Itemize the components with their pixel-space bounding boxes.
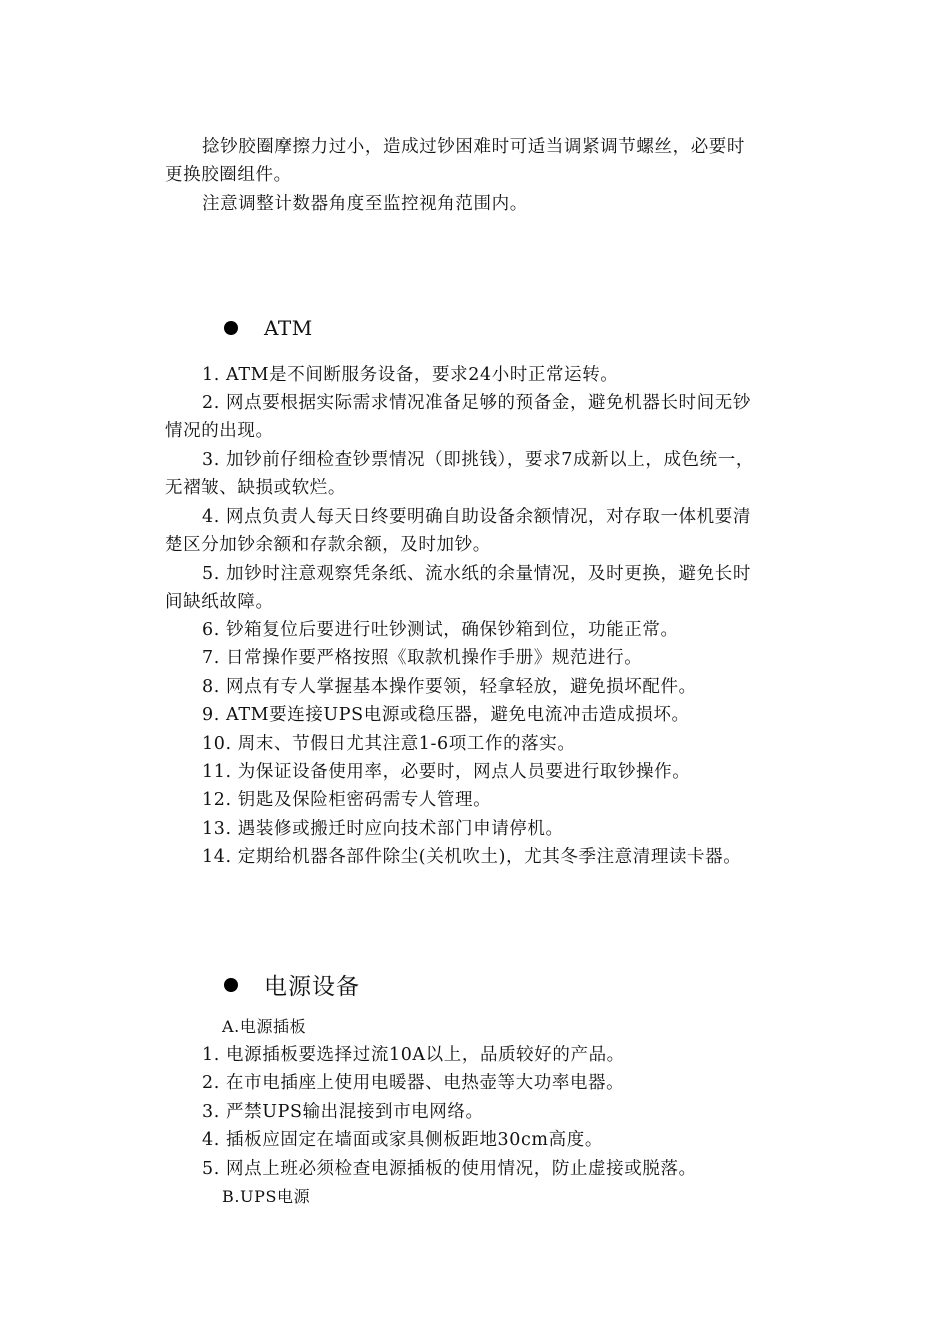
- power-heading-text: 电源设备: [264, 974, 360, 1000]
- power-item-5: 5. 网点上班必须检查电源插板的使用情况，防止虚接或脱落。: [202, 1159, 697, 1179]
- atm-item-5-line-2: 间缺纸故障。: [165, 592, 274, 612]
- atm-item-6: 6. 钞箱复位后要进行吐钞测试，确保钞箱到位，功能正常。: [202, 620, 679, 640]
- power-item-2: 2. 在市电插座上使用电暖器、电热壶等大功率电器。: [202, 1073, 625, 1093]
- atm-item-3-line-1: 3. 加钞前仔细检查钞票情况（即挑钱），要求7成新以上，成色统一，: [202, 450, 754, 470]
- atm-item-4-line-1: 4. 网点负责人每天日终要明确自助设备余额情况，对存取一体机要清: [202, 507, 751, 527]
- power-section-heading: [224, 968, 360, 1001]
- bullet-icon: [224, 321, 238, 335]
- atm-item-12: 12. 钥匙及保险柜密码需专人管理。: [202, 790, 492, 810]
- power-subheading-b: B.UPS电源: [222, 1187, 311, 1206]
- atm-heading-text: ATM: [264, 316, 313, 340]
- atm-item-2-line-2: 情况的出现。: [165, 421, 274, 441]
- atm-section-heading: [224, 316, 313, 340]
- power-item-4: 4. 插板应固定在墙面或家具侧板距地30cm高度。: [202, 1130, 603, 1150]
- atm-item-8: 8. 网点有专人掌握基本操作要领，轻拿轻放，避免损坏配件。: [202, 677, 697, 697]
- atm-item-9: 9. ATM要连接UPS电源或稳压器，避免电流冲击造成损坏。: [202, 705, 690, 725]
- power-subheading-a: A.电源插板: [222, 1017, 307, 1036]
- atm-item-14: 14. 定期给机器各部件除尘(关机吹土)，尤其冬季注意清理读卡器。: [202, 847, 742, 867]
- intro-paragraph-2: 注意调整计数器角度至监控视角范围内。: [202, 194, 528, 214]
- power-item-1: 1. 电源插板要选择过流10A以上，品质较好的产品。: [202, 1045, 625, 1065]
- atm-item-2-line-1: 2. 网点要根据实际需求情况准备足够的预备金，避免机器长时间无钞: [202, 393, 751, 413]
- atm-item-3-line-2: 无褶皱、缺损或软烂。: [165, 478, 346, 498]
- intro-paragraph-1-line-1: 捻钞胶圈摩擦力过小，造成过钞困难时可适当调紧调节螺丝，必要时: [202, 137, 745, 157]
- atm-item-11: 11. 为保证设备使用率，必要时，网点人员要进行取钞操作。: [202, 762, 691, 782]
- bullet-icon: [224, 978, 238, 992]
- atm-item-13: 13. 遇装修或搬迁时应向技术部门申请停机。: [202, 819, 564, 839]
- atm-item-5-line-1: 5. 加钞时注意观察凭条纸、流水纸的余量情况，及时更换，避免长时: [202, 564, 751, 584]
- intro-paragraph-1-line-2: 更换胶圈组件。: [165, 165, 292, 185]
- atm-item-4-line-2: 楚区分加钞余额和存款余额，及时加钞。: [165, 535, 491, 555]
- power-item-3: 3. 严禁UPS输出混接到市电网络。: [202, 1102, 484, 1122]
- atm-item-1: 1. ATM是不间断服务设备，要求24小时正常运转。: [202, 365, 619, 385]
- atm-item-10: 10. 周末、节假日尤其注意1-6项工作的落实。: [202, 734, 576, 754]
- atm-item-7: 7. 日常操作要严格按照《取款机操作手册》规范进行。: [202, 648, 643, 668]
